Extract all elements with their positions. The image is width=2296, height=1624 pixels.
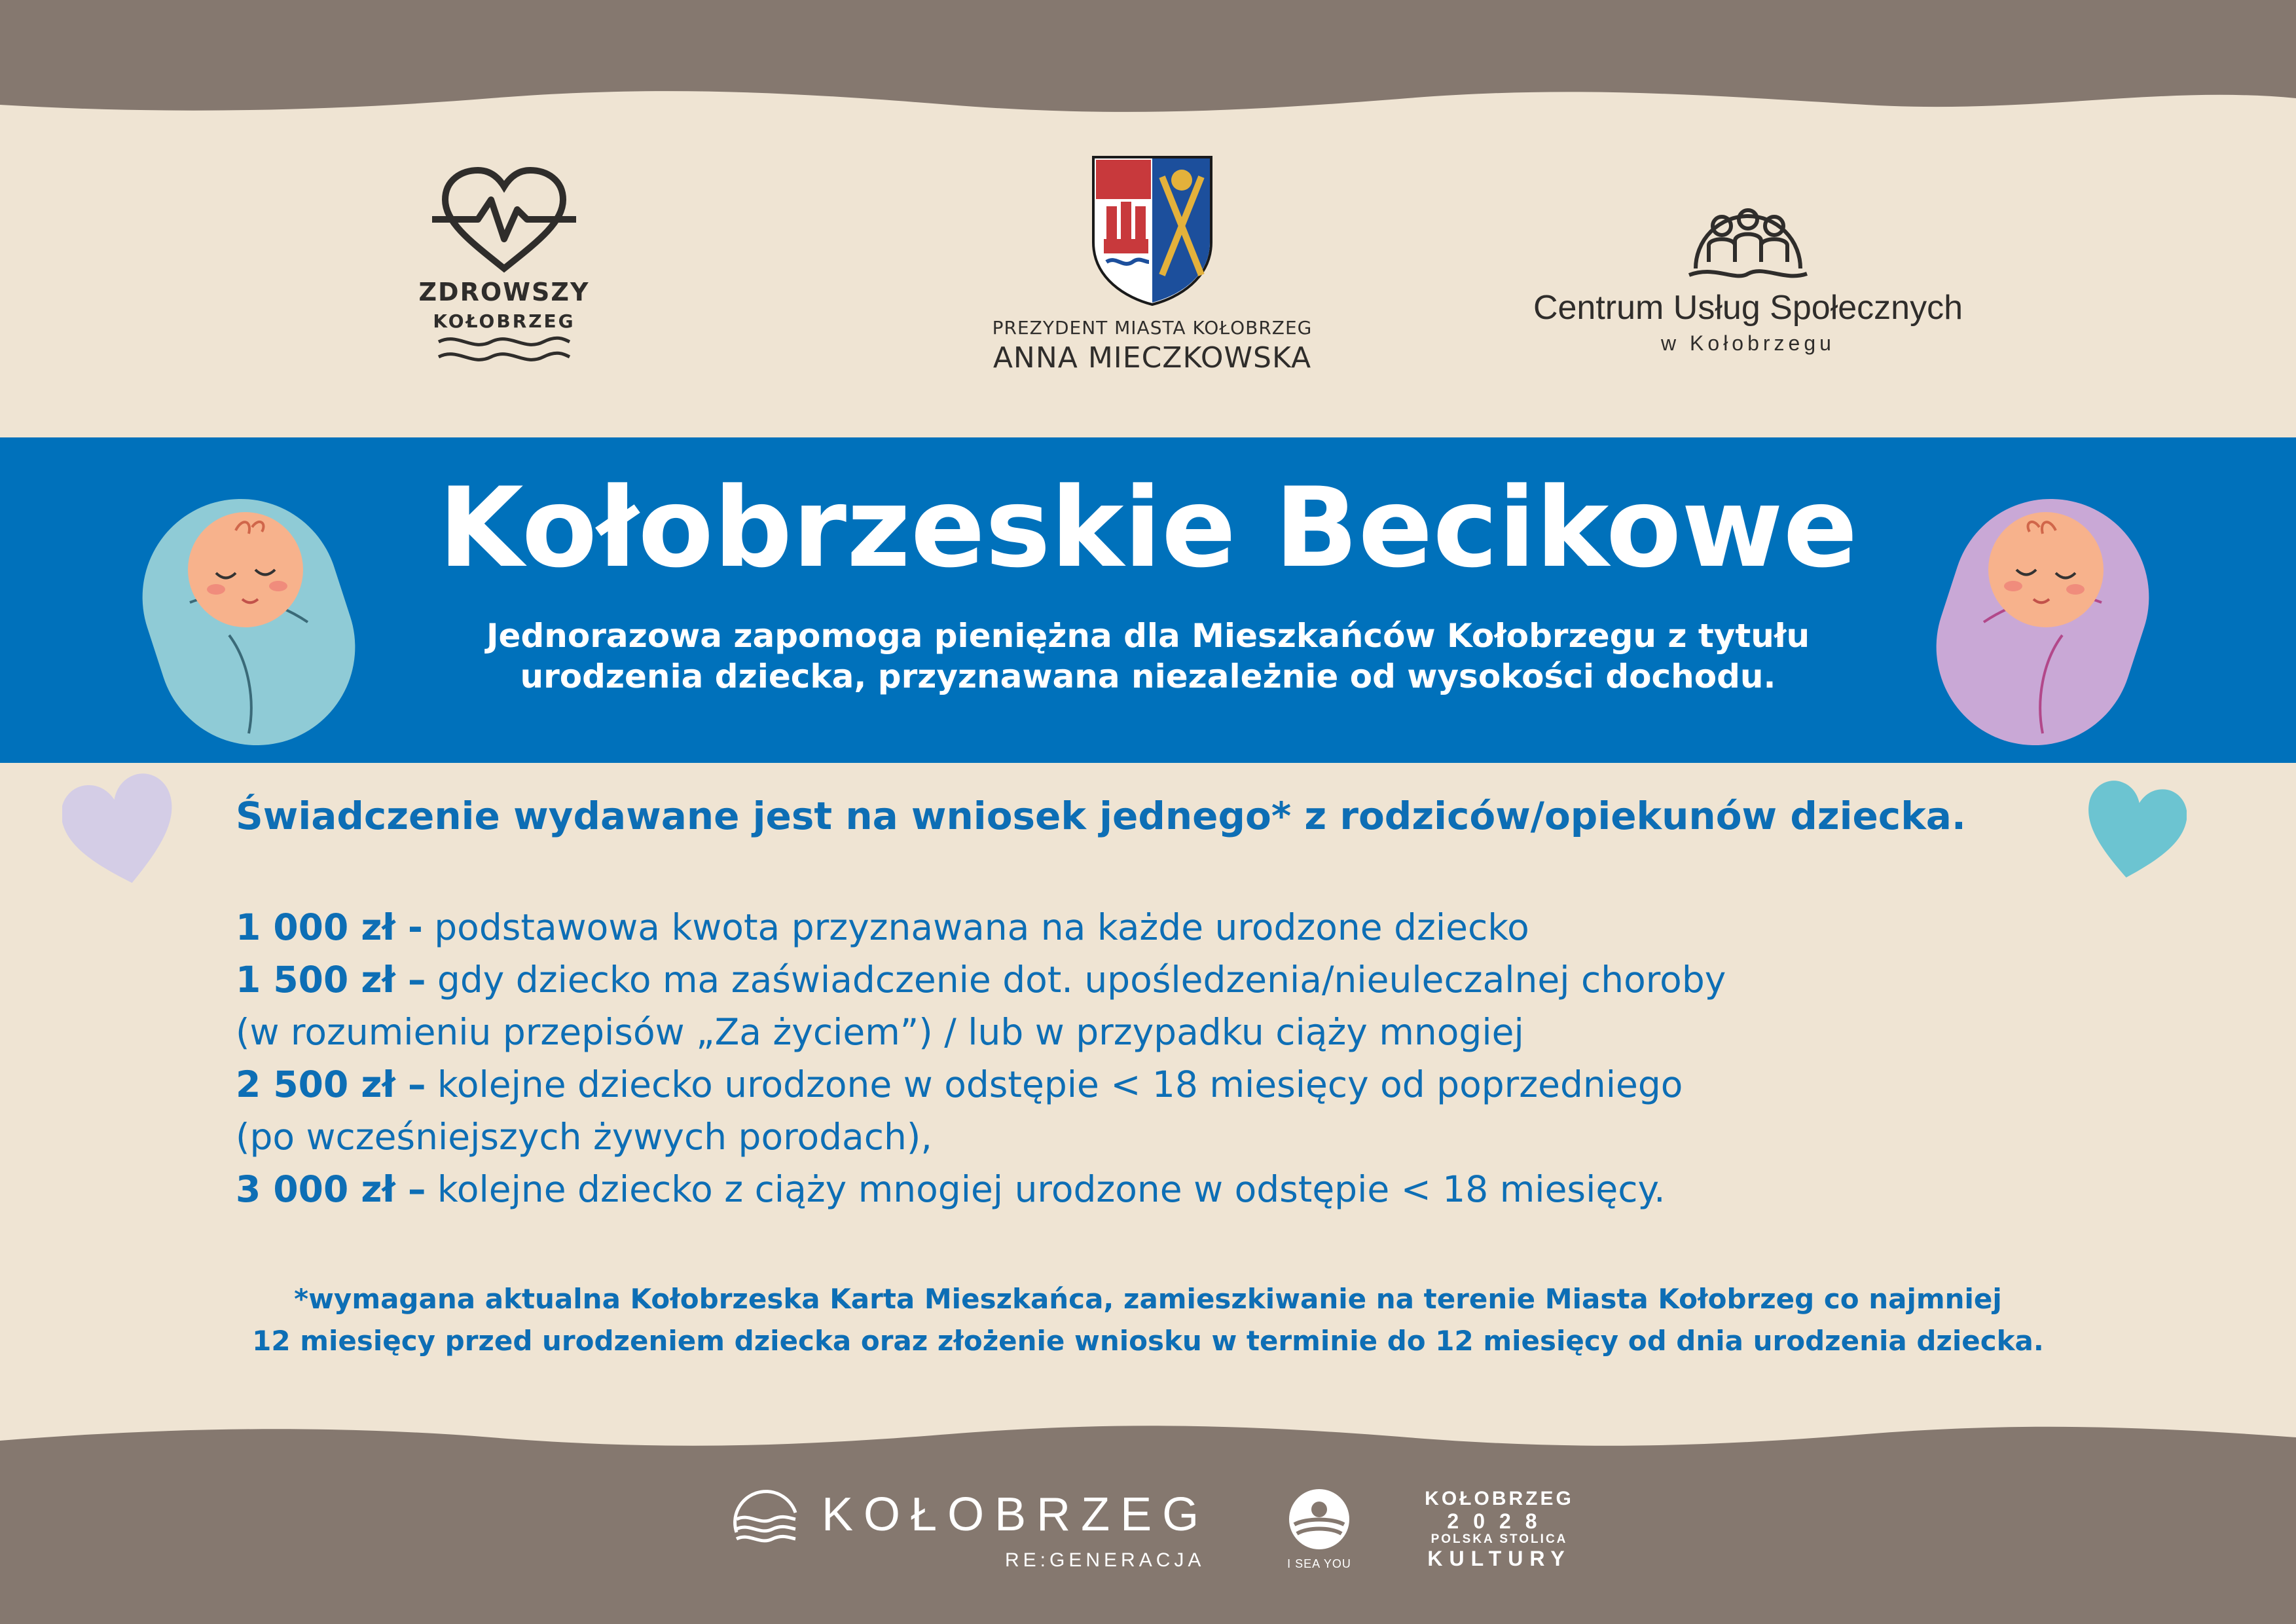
heart-lilac-icon	[62, 773, 180, 891]
capital-subtitle: POLSKA STOLICA	[1430, 1532, 1568, 1546]
list-item	[236, 1163, 2134, 1215]
heart-teal-icon	[2082, 779, 2187, 884]
amount-description: podstawowa kwota przyznawana na każde urodzone dziecko	[422, 906, 1529, 948]
cus-logo	[1480, 190, 2016, 399]
zdrowszy-city: KOŁOBRZEG	[433, 310, 575, 332]
amounts-list	[236, 901, 2134, 1215]
subtitle-line-1: Jednorazowa zapomoga pieniężna dla Mieszkańców Kołobrzegu z tytułu	[486, 617, 1810, 655]
kolobrzeg-wave-icon	[730, 1486, 802, 1545]
subtitle-line-2: urodzenia dziecka, przyznawana niezależnie od wysokości dochodu.	[520, 657, 1776, 695]
list-item	[236, 953, 2134, 1006]
president-title: PREZYDENT MIASTA KOŁOBRZEG	[992, 317, 1313, 339]
people-circle-icon	[1686, 190, 1810, 282]
page-title: Kołobrzeskie Becikowe	[438, 464, 1858, 592]
amount-label: 3 000 zł –	[236, 1168, 426, 1210]
cus-city: w Kołobrzegu	[1661, 331, 1835, 355]
wave-lines-icon	[432, 332, 576, 365]
list-item	[236, 1006, 2134, 1058]
coat-of-arms-icon	[1087, 151, 1218, 308]
page-subtitle	[393, 616, 1903, 697]
amount-description: kolejne dziecko z ciąży mnogiej urodzone w odstępie < 18 miesięcy.	[426, 1168, 1666, 1210]
footnote-line-2: 12 miesięcy przed urodzeniem dziecka oraz złożenie wniosku w terminie do 12 miesięcy od dnia urodzenia dziecka.	[252, 1325, 2044, 1357]
footnote-line-1: *wymagana aktualna Kołobrzeska Karta Mieszkańca, zamieszkiwanie na terenie Miasta Kołobrzeg co najmniej	[294, 1283, 2002, 1315]
president-name: ANNA MIECZKOWSKA	[993, 341, 1312, 375]
president-logo	[982, 151, 1322, 413]
amount-description: gdy dziecko ma zaświadczenie dot. upośledzenia/nieuleczalnej choroby	[426, 959, 1726, 1001]
capital-kultury: KULTURY	[1427, 1547, 1571, 1570]
isea-you-label: I SEA YOU	[1287, 1557, 1351, 1570]
footnote	[131, 1278, 2165, 1362]
amount-label: 2 500 zł –	[236, 1063, 426, 1105]
list-item	[236, 1058, 2134, 1111]
list-item	[236, 1111, 2134, 1163]
kolobrzeg-name: KOŁOBRZEG	[822, 1488, 1210, 1541]
list-item	[236, 901, 2134, 953]
cus-name: Centrum Usług Społecznych	[1533, 289, 1963, 327]
regeneracja-label: RE:GENERACJA	[1005, 1549, 1205, 1571]
eye-circle-icon	[1286, 1486, 1352, 1552]
top-wave	[0, 0, 2296, 124]
amount-label: 1 500 zł –	[236, 959, 426, 1001]
eligibility-heading: Świadczenie wydawane jest na wniosek jednego* z rodziców/opiekunów dziecka.	[236, 794, 1966, 838]
amount-description: kolejne dziecko urodzone w odstępie < 18 miesięcy od poprzedniego	[426, 1063, 1683, 1105]
amount-description: (po wcześniejszych żywych porodach),	[236, 1116, 932, 1158]
heart-pulse-icon	[432, 164, 576, 275]
capital-city: KOŁOBRZEG	[1425, 1488, 1574, 1509]
kultura-2028-logo	[1414, 1488, 1584, 1571]
capital-year: 2028	[1447, 1509, 1552, 1533]
amount-description: (w rozumieniu przepisów „Za życiem”) / lub w przypadku ciąży mnogiej	[236, 1011, 1524, 1053]
zdrowszy-label: ZDROWSZY	[418, 278, 590, 306]
isea-you-logo	[1270, 1486, 1368, 1571]
amount-label: 1 000 zł -	[236, 906, 423, 948]
zdrowszy-kolobrzeg-logo	[386, 164, 622, 399]
